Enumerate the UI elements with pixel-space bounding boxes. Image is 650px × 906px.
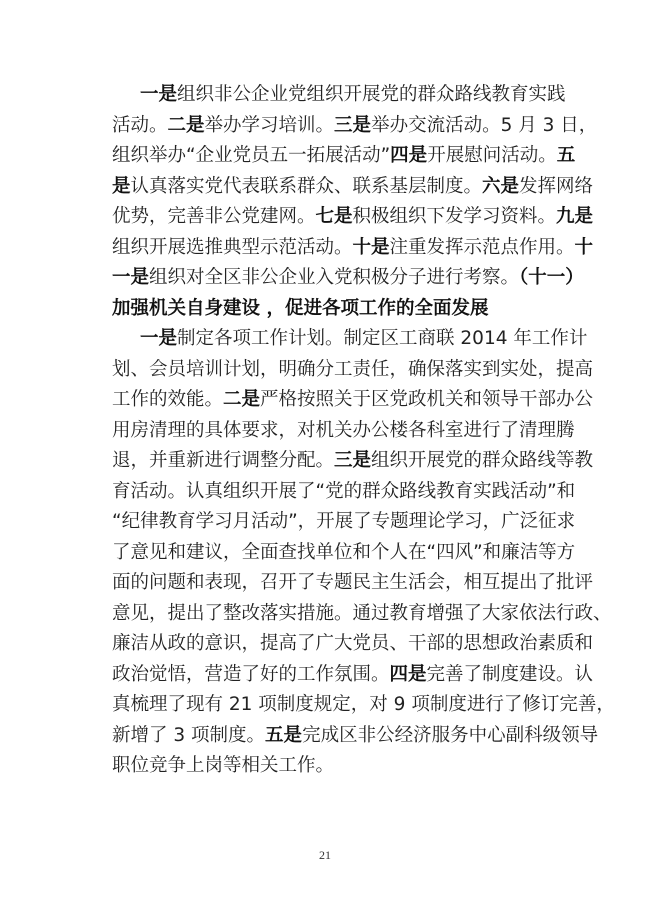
- text-segment: 严格按照关于区党政机关和领导干部办公: [260, 389, 594, 410]
- text-segment: 用房清理的具体要求，对机关办公楼各科室进行了清理腾: [112, 419, 575, 441]
- text-segment: 完成区非公经济服务中心副科级领导: [302, 724, 599, 746]
- text-line: [112, 324, 588, 355]
- text-segment: 组织开展党的群众路线等教: [371, 450, 594, 471]
- text-segment: 组织对全区非公企业入党积极分子进行考察。: [149, 267, 520, 288]
- text-line: [112, 172, 594, 203]
- text-segment: 组织举办“企业党员五一拓展活动”: [112, 145, 391, 166]
- text-line: [112, 355, 594, 386]
- bold-text: （十一）: [519, 267, 584, 288]
- text-segment: 优势，完善非公党建网。: [112, 206, 316, 227]
- bold-text: 五是: [265, 724, 303, 746]
- text-segment: 注重发挥示范点作用。: [389, 236, 575, 258]
- text-line: [112, 294, 556, 325]
- text-segment: 举办交流活动。5 月 3 日，: [371, 114, 598, 136]
- bold-text: 四是: [389, 663, 427, 685]
- text-segment: 组织非公企业党组织开展党的群众路线教育实践: [177, 84, 566, 105]
- text-line: [112, 629, 594, 660]
- bold-text: 是: [112, 175, 131, 197]
- bold-text: 五: [556, 145, 576, 166]
- bold-text: 二是: [167, 114, 205, 136]
- text-segment: 了意见和建议，全面查找单位和个人在“四风”和廉洁等方: [112, 541, 576, 563]
- text-line: [112, 507, 576, 538]
- text-line: [112, 751, 556, 782]
- text-segment: 完善了制度建设。认: [426, 663, 594, 685]
- text-line: [112, 416, 575, 447]
- text-segment: 组织开展选推典型示范活动。: [112, 236, 353, 258]
- text-segment: 工作的效能。: [112, 389, 224, 410]
- bold-text: 二是: [223, 389, 261, 410]
- bold-text: 加强机关自身建设 ，促进各项工作的全面发展: [112, 297, 489, 319]
- bold-text: 七是: [315, 206, 353, 227]
- bold-text: 三是: [334, 450, 372, 471]
- text-line: [112, 202, 594, 233]
- text-segment: 活动。: [112, 114, 168, 136]
- text-line: [112, 111, 598, 142]
- text-segment: 新增了 3 项制度。: [112, 724, 266, 746]
- bold-text: 六是: [482, 175, 520, 197]
- text-segment: “纪律教育学习月活动”，开展了专题理论学习，广泛征求: [112, 511, 576, 532]
- text-line: [112, 690, 615, 721]
- text-segment: 育活动。认真组织开展了“党的群众路线教育实践活动”和: [112, 480, 576, 502]
- bold-text: 一是: [112, 267, 150, 288]
- bold-text: 三是: [334, 114, 372, 136]
- page-number: 21: [319, 848, 331, 862]
- text-segment: 面的问题和表现，召开了专题民主生活会，相互提出了批评: [112, 572, 594, 593]
- text-segment: 开展慰问活动。: [427, 145, 557, 166]
- text-line: [112, 599, 612, 630]
- text-line: [112, 80, 566, 111]
- text-segment: 职位竞争上岗等相关工作。: [112, 755, 335, 776]
- text-segment: 真梳理了现有 21 项制度规定，对 9 项制度进行了修订完善，: [112, 694, 615, 715]
- text-segment: 制定各项工作计划。制定区工商联 2014 年工作计: [177, 328, 588, 349]
- text-line: [112, 721, 599, 752]
- text-line: [112, 660, 594, 691]
- text-segment: 认真落实党代表联系群众、联系基层制度。: [130, 175, 483, 197]
- text-line: [112, 477, 576, 508]
- text-segment: 廉洁从政的意识，提高了广大党员、干部的思想政治素质和: [112, 633, 594, 654]
- bold-text: 十: [574, 236, 594, 258]
- bold-text: 一是: [140, 328, 178, 349]
- text-segment: 政治觉悟，营造了好的工作氛围。: [112, 663, 390, 685]
- text-segment: 意见，提出了整改落实措施。通过教育增强了大家依法行政、: [112, 602, 612, 624]
- bold-text: 四是: [390, 145, 428, 166]
- text-segment: 划、会员培训计划，明确分工责任，确保落实到实处，提高: [112, 358, 594, 380]
- text-line: [112, 446, 594, 477]
- text-line: [112, 233, 594, 264]
- text-segment: 发挥网络: [519, 175, 594, 197]
- document-body: [112, 80, 615, 782]
- text-line: [112, 385, 594, 416]
- text-line: [112, 538, 576, 569]
- text-line: [112, 263, 584, 294]
- bold-text: 一是: [140, 84, 178, 105]
- text-segment: 举办学习培训。: [204, 114, 335, 136]
- bold-text: 十是: [352, 236, 390, 258]
- text-segment: 积极组织下发学习资料。: [352, 206, 557, 227]
- bold-text: 九是: [556, 206, 594, 227]
- text-line: [112, 141, 576, 172]
- text-line: [112, 568, 594, 599]
- text-segment: 退，并重新进行调整分配。: [112, 450, 335, 471]
